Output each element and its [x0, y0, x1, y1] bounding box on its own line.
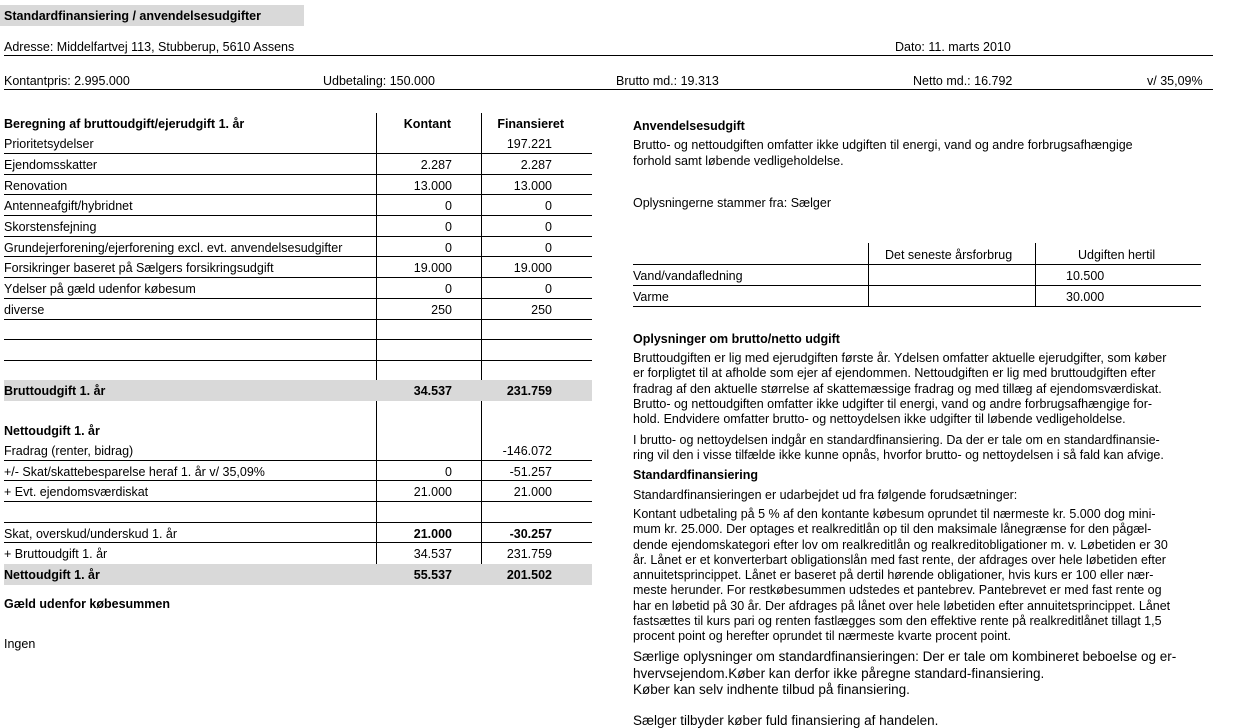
sf-heading: Standardfinansiering [633, 468, 759, 482]
empty-row [4, 340, 592, 361]
anv-text: forhold samt løbende vedligeholdelse. [633, 154, 844, 168]
empty-row [4, 361, 592, 380]
cost-table [4, 113, 592, 585]
last-line: Sælger tilbyder køber fuld finansiering af handelen. [633, 713, 939, 728]
consumption-label: Vand/vandafledning [633, 269, 743, 283]
anv-text: Brutto- og nettoudgiften omfatter ikke udgiften til energi, vand og andre forbrugsafhængige [633, 138, 1133, 152]
empty-row [4, 502, 592, 523]
consumption-value: 30.000 [1066, 290, 1105, 304]
netto-heading-row: Nettoudgift 1. år [4, 423, 100, 438]
table-row: Skorstensfejning 0 0 [4, 216, 592, 237]
table-row: Grundejerforening/ejerforening excl. evt. anvendelsesudgifter 0 0 [4, 237, 592, 258]
page-title: Standardfinansiering / anvendelsesudgifter [4, 9, 262, 23]
divider [4, 55, 1213, 56]
bn-heading: Oplysninger om brutto/netto udgift [633, 332, 840, 346]
table-row: Ejendomsskatter 2.287 2.287 [4, 154, 592, 175]
kontantpris: Kontantpris: 2.995.000 [4, 74, 130, 88]
gaeld-value: Ingen [4, 637, 36, 651]
table-row: Fradrag (renter, bidrag) -146.072 [4, 440, 592, 461]
consumption-label: Varme [633, 290, 669, 304]
table-row: +/- Skat/skattebesparelse heraf 1. år v/ 35,09% 0 -51.257 [4, 461, 592, 482]
table-row: Prioritetsydelser 197.221 [4, 135, 592, 154]
sf-paragraph: Kontant udbetaling på 5 % af den kontante købesum oprundet til nærmeste kr. 5.000 dog mini- mum kr. 25.000. Der optages et realkreditlån op til den maksimale lånegrænse for den pågæl- dende ejendomskategori efter lov om realkreditlån og realkreditobligationer m. v. Løbetiden er 30 år. Lånet er et konverterbart obligationslån med fast rente, der afdrages over hele løbetiden efter annuitetsprincippet. Lånet er baseret på dertil hørende obligationer, hvis kurs er 100 eller nær- meste herunder. For restkøbesummen udstedes et pantebrev. Pantebrevet er med fast rente og har en løbetid på 30 år. Der afdrages på lånet over hele løbetiden efter annuitetsprincippet. Lånet fastsættes til kurs pari og renten fastlægges som den effektive rente på realkreditlånet tillagt 1,5 procent point og herefter oprundet til nærmeste kvarte procent point. [633, 507, 1171, 644]
column-divider [1035, 243, 1036, 307]
table-row: diverse 250 250 [4, 299, 592, 320]
col-finansieret: Finansieret [497, 117, 564, 131]
plus-brutto-row: + Bruttoudgift 1. år 34.537 231.759 [4, 547, 552, 562]
tax-rate: v/ 35,09% [1147, 74, 1203, 88]
divider [633, 306, 1201, 307]
table-row: Renovation 13.000 13.000 [4, 175, 592, 196]
consumption-value: 10.500 [1066, 269, 1105, 283]
bn-paragraph: Bruttoudgiften er lig med ejerudgiften første år. Ydelsen omfatter aktuelle ejerudgifter, som køber er forpligtet til at afholde som ejer af ejendommen. Nettoudgiften er lig med bruttoudgiften efter fradrag af den aktuelle størrelse af skattemæssige fradrag og med tillæg af ejendomsværdiskat. Brutto- og nettoudgiften omfatter ikke udgifter til energi, vand og andre forbrugsafhængige for- hold. Endvidere omfatter brutto- og nettoydelsen ikke udgifter til løbende vedligeholdelse. [633, 351, 1167, 427]
table-row: + Evt. ejendomsværdiskat 21.000 21.000 [4, 481, 592, 502]
table-row: Ydelser på gæld udenfor købesum 0 0 [4, 278, 592, 299]
divider [4, 89, 1213, 90]
divider [633, 264, 1201, 265]
special-paragraph: Særlige oplysninger om standardfinansieringen: Der er tale om kombineret beboelse og er- hvervsejendom.Køber kan derfor ikke påregne standard-finansiering. Køber kan selv indhente tilbud på finansiering. [633, 649, 1177, 697]
udbetaling: Udbetaling: 150.000 [323, 74, 435, 88]
netto-total-row: Nettoudgift 1. år 55.537 201.502 [4, 564, 592, 585]
divider [633, 285, 1201, 286]
empty-row [4, 320, 592, 341]
col-forbrug: Det seneste årsforbrug [885, 248, 1013, 262]
sf-intro: Standardfinansieringen er udarbejdet ud fra følgende forudsætninger: [633, 488, 1018, 502]
spacer-row [4, 401, 592, 420]
brutto-md: Brutto md.: 19.313 [616, 74, 719, 88]
source-text: Oplysningerne stammer fra: Sælger [633, 196, 831, 210]
col-udgift: Udgiften hertil [1078, 248, 1156, 262]
skat-row: Skat, overskud/underskud 1. år 21.000 -30.257 [4, 523, 592, 544]
gaeld-heading: Gæld udenfor købesummen [4, 597, 170, 611]
netto-md: Netto md.: 16.792 [913, 74, 1013, 88]
anv-heading: Anvendelsesudgift [633, 119, 745, 133]
table-row: Antenneafgift/hybridnet 0 0 [4, 195, 592, 216]
col-kontant: Kontant [403, 117, 451, 131]
column-divider [868, 243, 869, 307]
bn-paragraph: I brutto- og nettoydelsen indgår en standardfinansiering. Da der er tale om en standardfinansie- ring vil den i visse tilfælde ikke kunne opnås, hvorfor brutto- og nettoydelsen i så fald kan afvige. [633, 433, 1164, 463]
table-row: Forsikringer baseret på Sælgers forsikringsudgift 19.000 19.000 [4, 257, 592, 278]
date: Dato: 11. marts 2010 [895, 40, 1011, 54]
address: Adresse: Middelfartvej 113, Stubberup, 5610 Assens [4, 40, 295, 54]
table-header [4, 113, 592, 135]
brutto-total-row: Bruttoudgift 1. år 34.537 231.759 [4, 380, 592, 401]
table-heading: Beregning af bruttoudgift/ejerudgift 1. år [4, 117, 245, 131]
